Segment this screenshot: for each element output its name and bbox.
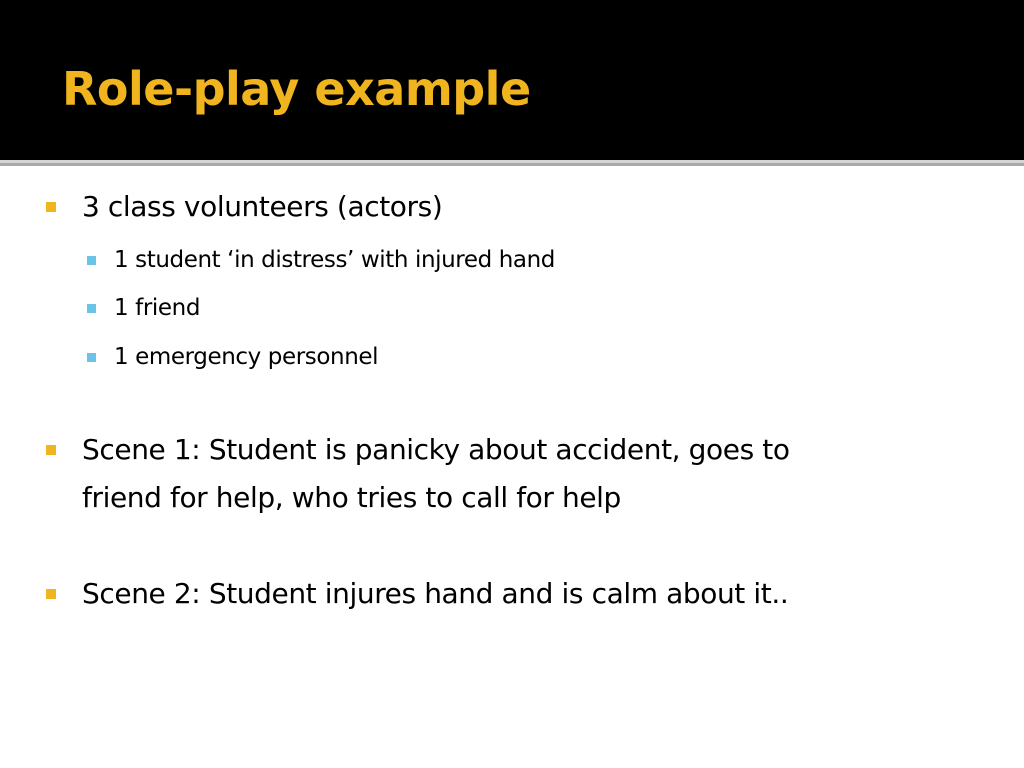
sub-bullet-friend: 1 friend [114,295,201,321]
square-bullet-icon [46,202,56,212]
square-bullet-icon [46,589,56,599]
bullet-scene-1-line-1: Scene 1: Student is panicky about accident, goes to [82,433,790,466]
slide-title: Role-play example [62,62,531,116]
square-bullet-icon [87,256,96,265]
bullet-volunteers: 3 class volunteers (actors) [82,190,443,223]
square-bullet-icon [46,445,56,455]
sub-bullet-emergency: 1 emergency personnel [114,344,379,370]
square-bullet-icon [87,304,96,313]
square-bullet-icon [87,353,96,362]
bullet-scene-2: Scene 2: Student injures hand and is calm about it.. [82,577,789,610]
bullet-scene-1-line-2: friend for help, who tries to call for help [82,481,621,514]
sub-bullet-student: 1 student ‘in distress’ with injured hand [114,247,555,273]
